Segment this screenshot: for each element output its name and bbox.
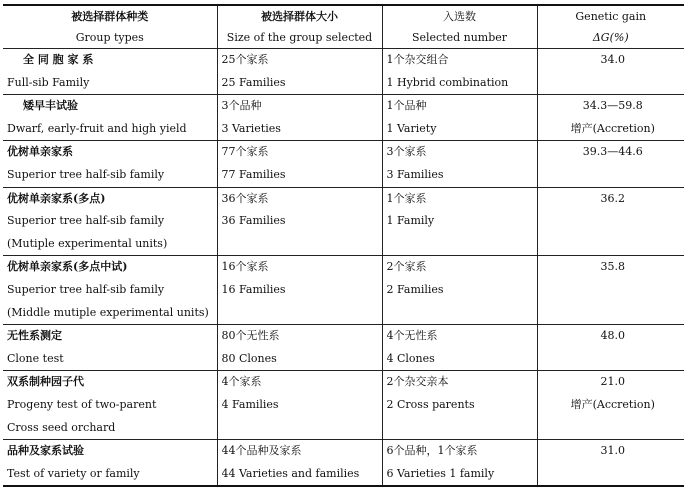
cell-selected-number-line: 4 Clones — [386, 351, 435, 365]
cell-genetic-gain-line: 增产(Accretion) — [570, 121, 655, 135]
cell-group-type-line: 优树单亲家系 — [7, 145, 73, 159]
cell-selected-number-line: 2 Cross parents — [386, 397, 475, 411]
table-row — [3, 95, 684, 141]
cell-selected-number — [382, 49, 537, 95]
cell-selected-number — [382, 325, 537, 371]
cell-group-type-line: (Middle mutiple experimental units) — [7, 305, 209, 319]
cell-group-size-line: 77个家系 — [221, 145, 269, 159]
header-num-en: Selected number — [411, 31, 508, 44]
cell-selected-number — [382, 440, 537, 487]
header-size-cn: 被选择群体大小 — [261, 10, 338, 23]
header-gain-symbol: ΔG(%) — [592, 31, 629, 44]
cell-group-size — [217, 141, 382, 187]
cell-group-type — [3, 371, 217, 440]
cell-selected-number — [382, 187, 537, 256]
cell-group-size — [217, 187, 382, 256]
cell-genetic-gain — [537, 95, 684, 141]
cell-group-size-line: 16个家系 — [221, 260, 269, 274]
cell-genetic-gain-line: 21.0 — [600, 375, 625, 389]
header-type-cn: 被选择群体种类 — [71, 10, 149, 23]
cell-group-type-line: Superior tree half-sib family — [7, 167, 165, 181]
table-row — [3, 49, 684, 95]
cell-group-size — [217, 256, 382, 325]
cell-selected-number-line: 2个杂交亲本 — [386, 375, 449, 389]
cell-group-type-line: Test of variety or family — [7, 466, 140, 480]
cell-group-type-line: (Mutiple experimental units) — [7, 236, 168, 250]
cell-group-size-line: 3 Varieties — [221, 121, 281, 135]
cell-group-size-line: 4个家系 — [221, 375, 262, 389]
cell-genetic-gain — [537, 371, 684, 440]
cell-group-type-line: Superior tree half-sib family — [7, 282, 165, 296]
cell-genetic-gain — [537, 141, 684, 187]
cell-group-size — [217, 95, 382, 141]
header-genetic-gain — [537, 5, 684, 49]
cell-selected-number-line: 1个品种 — [386, 99, 427, 113]
cell-group-size-line: 3个品种 — [221, 99, 262, 113]
cell-group-type-line: 矮早丰试验 — [23, 99, 78, 113]
cell-group-type-line: Clone test — [7, 351, 64, 365]
cell-group-type-line: 全 同 胞 家 系 — [23, 53, 94, 66]
cell-genetic-gain-line: 34.0 — [600, 53, 625, 66]
cell-group-size-line: 77 Families — [221, 167, 286, 181]
cell-group-size-line: 16 Families — [221, 282, 286, 296]
cell-group-type-line: Superior tree half-sib family — [7, 214, 165, 228]
cell-group-type — [3, 49, 217, 95]
cell-group-size-line: 25 Families — [221, 75, 286, 89]
cell-genetic-gain — [537, 49, 684, 95]
cell-selected-number-line: 6 Varieties 1 family — [386, 466, 495, 480]
cell-genetic-gain-line: 48.0 — [600, 329, 625, 343]
cell-selected-number-line: 4个无性系 — [386, 329, 438, 343]
cell-selected-number-line: 6个品种，1个家系 — [386, 444, 478, 458]
cell-group-type-line: Dwarf, early-fruit and high yield — [7, 121, 187, 135]
cell-group-size — [217, 49, 382, 95]
cell-group-type-line: 无性系测定 — [7, 329, 62, 343]
cell-selected-number-line: 1 Family — [386, 214, 435, 228]
cell-group-size-line: 80 Clones — [221, 351, 277, 365]
cell-group-size — [217, 371, 382, 440]
cell-selected-number-line: 2个家系 — [386, 260, 427, 274]
cell-selected-number-line: 2 Families — [386, 282, 444, 296]
cell-group-type — [3, 187, 217, 256]
cell-selected-number — [382, 371, 537, 440]
cell-genetic-gain — [537, 440, 684, 487]
header-type-en: Group types — [75, 31, 144, 44]
cell-selected-number-line: 3 Families — [386, 167, 444, 181]
header-size-en: Size of the group selected — [226, 31, 373, 44]
cell-genetic-gain-line: 35.8 — [600, 260, 625, 274]
cell-group-size — [217, 440, 382, 487]
cell-selected-number-line: 1 Hybrid combination — [386, 75, 509, 89]
cell-genetic-gain — [537, 325, 684, 371]
cell-selected-number-line: 3个家系 — [386, 145, 427, 159]
cell-selected-number-line: 1 Variety — [386, 121, 437, 135]
table-row — [3, 141, 684, 187]
cell-group-type-line: Cross seed orchard — [7, 420, 116, 434]
table-header-row — [3, 5, 684, 49]
table-row — [3, 371, 684, 440]
table-row — [3, 440, 684, 487]
table-row — [3, 325, 684, 371]
cell-genetic-gain-line: 增产(Accretion) — [570, 397, 655, 411]
cell-group-size-line: 25个家系 — [221, 53, 269, 66]
cell-selected-number — [382, 256, 537, 325]
cell-group-type — [3, 256, 217, 325]
table-row — [3, 187, 684, 256]
header-group-size — [217, 5, 382, 49]
header-num-cn: 入选数 — [443, 10, 476, 23]
cell-genetic-gain-line: 36.2 — [600, 191, 625, 205]
cell-group-type-line: 优树单亲家系(多点) — [7, 191, 106, 205]
cell-group-type-line: 品种及家系试验 — [7, 444, 84, 458]
cell-group-size-line: 36 Families — [221, 214, 286, 228]
cell-group-type — [3, 325, 217, 371]
cell-group-type — [3, 95, 217, 141]
table-body — [3, 49, 684, 487]
cell-group-size-line: 36个家系 — [221, 191, 269, 205]
cell-genetic-gain — [537, 187, 684, 256]
cell-genetic-gain-line: 34.3—59.8 — [582, 99, 643, 113]
genetic-gain-table — [3, 4, 684, 487]
cell-selected-number-line: 1个杂交组合 — [386, 53, 449, 66]
cell-group-size-line: 4 Families — [221, 397, 279, 411]
cell-group-size-line: 44 Varieties and families — [221, 466, 360, 480]
cell-genetic-gain-line: 31.0 — [600, 444, 625, 458]
cell-group-type-line: Progeny test of two-parent — [7, 397, 157, 411]
header-selected-number — [382, 5, 537, 49]
cell-selected-number-line: 1个家系 — [386, 191, 427, 205]
cell-selected-number — [382, 141, 537, 187]
header-group-types — [3, 5, 217, 49]
cell-group-type-line: Full-sib Family — [7, 75, 90, 89]
cell-group-size-line: 44个品种及家系 — [221, 444, 302, 458]
cell-selected-number — [382, 95, 537, 141]
cell-group-type-line: 双系制种园子代 — [7, 375, 84, 389]
table-row — [3, 256, 684, 325]
cell-genetic-gain-line: 39.3—44.6 — [582, 145, 643, 159]
cell-group-size — [217, 325, 382, 371]
cell-group-type-line: 优树单亲家系(多点中试) — [7, 260, 128, 274]
cell-group-size-line: 80个无性系 — [221, 329, 280, 343]
cell-group-type — [3, 141, 217, 187]
cell-group-type — [3, 440, 217, 487]
header-gain-en: Genetic gain — [575, 10, 647, 23]
cell-genetic-gain — [537, 256, 684, 325]
